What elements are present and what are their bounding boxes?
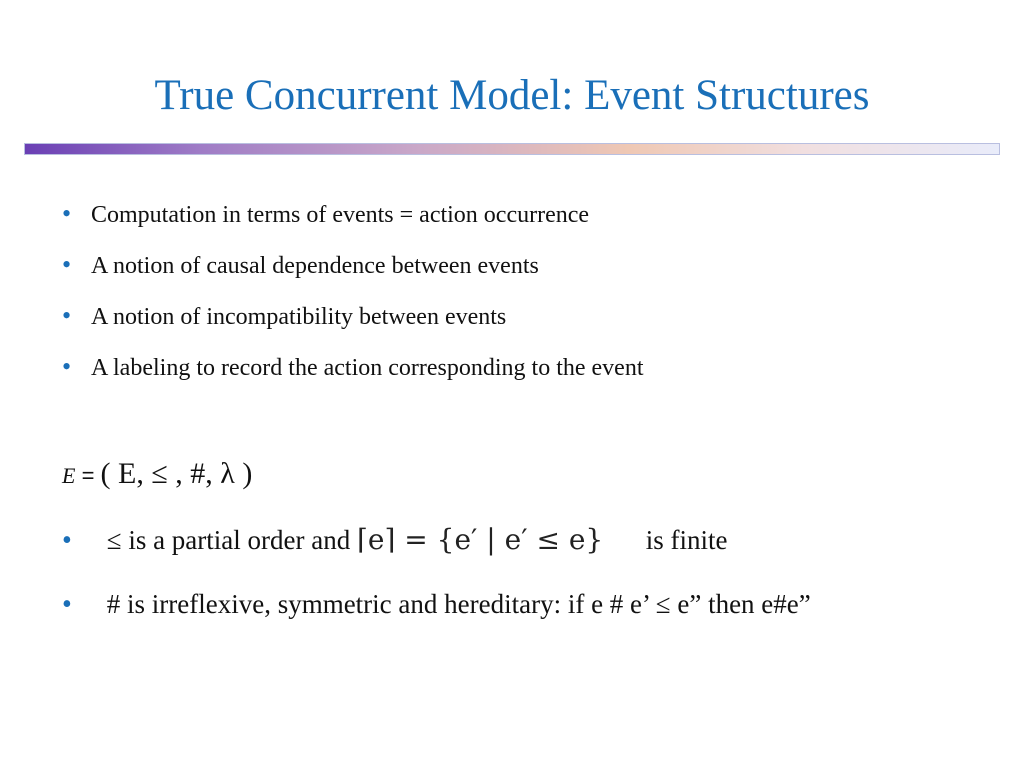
causal-history-formula: ⌈e⌉ = {e′ | e′ ≤ e} — [356, 523, 604, 556]
bullet-item — [62, 298, 644, 349]
property-tail-text: is finite — [638, 525, 728, 555]
bullet-text: Computation in terms of events = action occurrence — [91, 202, 590, 228]
bullet-item — [62, 349, 644, 400]
equals-sign: = — [75, 463, 101, 488]
bullet-text: A notion of incompatibility between events — [91, 304, 507, 330]
bullet-list — [62, 196, 644, 400]
property-lead-text: ≤ is a partial order and — [100, 525, 357, 555]
event-structure-symbol: E — [62, 463, 76, 488]
bullet-text: A labeling to record the action corresponding to the event — [91, 355, 644, 381]
bullet-dot-icon: • — [62, 352, 72, 381]
title-divider-bar — [24, 143, 1000, 155]
bullet-item — [62, 247, 644, 298]
property-text: # is irreflexive, symmetric and hereditary: if e # e’ ≤ e” then e#e” — [100, 589, 811, 619]
bullet-dot-icon: • — [62, 525, 72, 556]
bullet-dot-icon: • — [62, 301, 72, 330]
property-partial-order — [62, 520, 727, 561]
bullet-item — [62, 196, 644, 247]
bullet-dot-icon: • — [62, 250, 72, 279]
event-structure-definition — [62, 454, 252, 496]
bullet-dot-icon: • — [62, 589, 72, 620]
event-structure-tuple: ( E, ≤ , #, λ ) — [100, 457, 253, 490]
bullet-dot-icon: • — [62, 199, 72, 228]
property-conflict — [62, 584, 811, 625]
slide-title: True Concurrent Model: Event Structures — [154, 72, 870, 119]
bullet-text: A notion of causal dependence between events — [91, 253, 539, 279]
